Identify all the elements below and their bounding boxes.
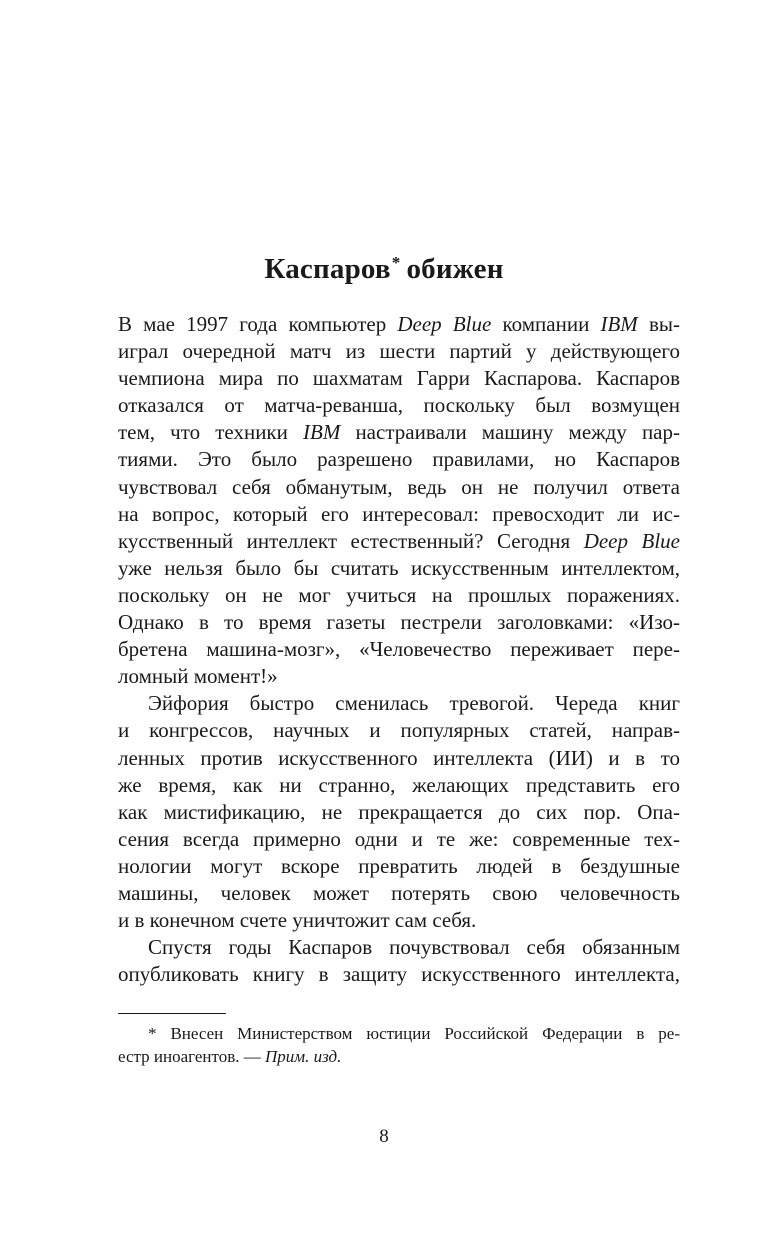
- text-line: тиями. Это было разрешено правилами, но Каспаров: [118, 447, 680, 472]
- text-line: на вопрос, который его интересовал: превосходит ли ис-: [118, 501, 680, 526]
- text-line: и конгрессов, научных и популярных статей, направ-: [118, 718, 680, 743]
- text-line: бретена машина-мозг», «Человечество переживает пере-: [118, 637, 680, 662]
- text-line: ломный момент!»: [118, 664, 278, 689]
- chapter-title: Каспаров* обижен: [264, 253, 504, 285]
- footnote-line: естр иноагентов. — Прим. изд.: [118, 1047, 342, 1066]
- text-line: кусственный интеллект естественный? Сегодня Deep Blue: [118, 528, 680, 553]
- text-line: и в конечном счете уничтожит сам себя.: [118, 908, 477, 933]
- text-line: тем, что техники IBM настраивали машину между пар-: [118, 420, 680, 445]
- text-line: отказался от матча-реванша, поскольку был возмущен: [118, 393, 680, 418]
- text-line: В мае 1997 года компьютер Deep Blue компании IBM вы-: [118, 312, 680, 336]
- page-number: 8: [379, 1126, 389, 1147]
- footnote-marker: *: [391, 253, 401, 272]
- text-line: как мистификацию, не прекращается до сих пор. Опа-: [118, 799, 680, 824]
- text-line: чувствовал себя обманутым, ведь он не получил ответа: [118, 474, 680, 499]
- text-line: уже нельзя было бы считать искусственным интеллектом,: [118, 555, 680, 580]
- paragraph-3: [118, 934, 680, 988]
- footnote-line: * Внесен Министерством юстиции Российской Федерации в ре-: [148, 1024, 680, 1043]
- paragraph-1: [118, 311, 680, 690]
- text-line: опубликовать книгу в защиту искусственного интеллекта,: [118, 962, 680, 987]
- footnote-separator: [118, 1013, 226, 1014]
- text-line: Спустя годы Каспаров почувствовал себя обязанным: [148, 935, 680, 960]
- body-text: [118, 311, 680, 988]
- footnote: [118, 1022, 680, 1068]
- text-line: же время, как ни странно, желающих представить его: [118, 772, 680, 797]
- text-line: нологии могут вскоре превратить людей в бездушные: [118, 853, 680, 878]
- paragraph-2: [118, 690, 680, 934]
- text-line: чемпиона мира по шахматам Гарри Каспарова. Каспаров: [118, 366, 680, 391]
- text-line: поскольку он не мог учиться на прошлых поражениях.: [118, 582, 680, 607]
- text-line: сения всегда примерно одни и те же: современные тех-: [118, 826, 680, 851]
- text-line: играл очередной матч из шести партий у действующего: [118, 339, 680, 364]
- text-line: Однако в то время газеты пестрели заголовками: «Изо-: [118, 610, 680, 635]
- text-line: машины, человек может потерять свою человечность: [118, 880, 680, 905]
- text-line: ленных против искусственного интеллекта (ИИ) и в то: [118, 745, 680, 770]
- text-line: Эйфория быстро сменилась тревогой. Череда книг: [148, 691, 680, 716]
